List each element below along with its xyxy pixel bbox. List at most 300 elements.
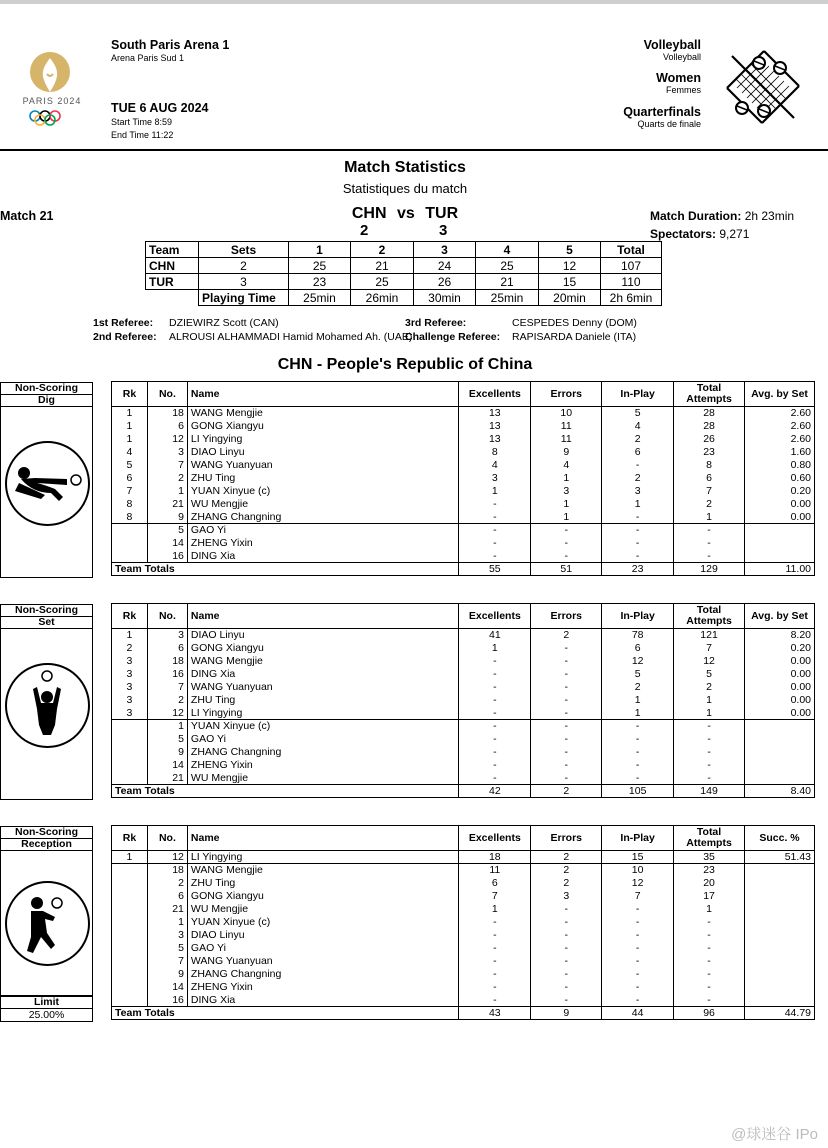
cell-number: 9 <box>147 746 187 759</box>
cell-avg: 0.00 <box>745 681 815 694</box>
player-row <box>112 550 815 563</box>
spectators-value: 9,271 <box>719 227 750 241</box>
end-time: End Time 11:22 <box>111 130 174 140</box>
total-excellents: 42 <box>459 785 531 798</box>
set-1-cell: 25 <box>289 258 351 274</box>
cell-number: 5 <box>147 524 187 537</box>
cell-name: ZHU Ting <box>187 694 458 707</box>
cell-number: 3 <box>147 929 187 942</box>
cell-excellents: 3 <box>459 472 531 485</box>
cell-name: DING Xia <box>187 994 458 1007</box>
cell-avg: 0.00 <box>745 511 815 524</box>
header-set-3: 3 <box>414 242 476 258</box>
cell-number: 2 <box>147 472 187 485</box>
cell-total-attempts: 2 <box>674 681 745 694</box>
cell-name: YUAN Xinyue (c) <box>187 720 458 733</box>
cell-in-play: - <box>602 981 674 994</box>
player-row <box>112 942 815 955</box>
cell-avg: 0.60 <box>745 472 815 485</box>
dig-title-line1: Non-Scoring <box>15 382 78 394</box>
cell-errors: - <box>531 681 602 694</box>
cell-errors: - <box>531 707 602 720</box>
cell-name: DIAO Linyu <box>187 629 458 642</box>
cell-total-attempts: 28 <box>674 420 745 433</box>
player-row <box>112 433 815 446</box>
cell-errors: - <box>531 524 602 537</box>
cell-name: ZHENG Yixin <box>187 981 458 994</box>
cell-excellents: 6 <box>459 877 531 890</box>
cell-rank: 8 <box>112 511 148 524</box>
cell-name: DING Xia <box>187 550 458 563</box>
reception-stats-table <box>111 825 815 1020</box>
player-row <box>112 890 815 903</box>
cell-name: WANG Mengjie <box>187 864 458 877</box>
header-name: Name <box>187 826 458 851</box>
cell-excellents: 11 <box>459 864 531 877</box>
cell-in-play: 2 <box>602 433 674 446</box>
reception-player-icon <box>5 881 90 966</box>
set-4-cell: 21 <box>476 274 539 290</box>
challenge-referee-label: Challenge Referee: <box>405 331 501 343</box>
second-referee-label: 2nd Referee: <box>93 331 157 343</box>
cell-in-play: 5 <box>602 668 674 681</box>
cell-number: 5 <box>147 942 187 955</box>
cell-in-play: 6 <box>602 446 674 459</box>
total-excellents: 55 <box>459 563 531 576</box>
cell-rank: 1 <box>112 407 148 420</box>
total-excellents: 43 <box>459 1007 531 1020</box>
header-rank: Rk <box>112 604 148 629</box>
set-score-table <box>145 241 662 306</box>
cell-errors: 11 <box>531 433 602 446</box>
cell-avg <box>745 994 815 1007</box>
cell-total-attempts: - <box>674 942 745 955</box>
cell-number: 18 <box>147 655 187 668</box>
cell-in-play: 1 <box>602 498 674 511</box>
time-set-2: 26min <box>351 290 414 306</box>
cell-in-play: - <box>602 550 674 563</box>
cell-in-play: 15 <box>602 851 674 864</box>
cell-avg <box>745 550 815 563</box>
cell-errors: - <box>531 772 602 785</box>
cell-avg: 2.60 <box>745 433 815 446</box>
sport-name-fr: Volleyball <box>662 52 701 62</box>
header-in-play: In-Play <box>602 604 674 629</box>
cell-errors: 2 <box>531 851 602 864</box>
cell-in-play: 6 <box>602 642 674 655</box>
cell-total-attempts: 35 <box>674 851 745 864</box>
cell-rank: 1 <box>112 851 148 864</box>
header-set-5: 5 <box>539 242 601 258</box>
first-referee-name: DZIEWIRZ Scott (CAN) <box>169 317 279 329</box>
match-duration <box>650 209 794 223</box>
cell-name: WANG Yuanyuan <box>187 459 458 472</box>
cell-in-play: 2 <box>602 472 674 485</box>
total-errors: 9 <box>531 1007 602 1020</box>
header-name: Name <box>187 382 458 407</box>
player-row <box>112 929 815 942</box>
cell-excellents: - <box>459 668 531 681</box>
cell-errors: - <box>531 668 602 681</box>
header-number: No. <box>147 382 187 407</box>
cell-total-attempts: 17 <box>674 890 745 903</box>
cell-total-attempts: - <box>674 759 745 772</box>
cell-rank <box>112 524 148 537</box>
set-3-cell: 26 <box>414 274 476 290</box>
cell-excellents: - <box>459 733 531 746</box>
start-time: Start Time 8:59 <box>111 117 173 127</box>
header-set-1: 1 <box>289 242 351 258</box>
cell-rank <box>112 759 148 772</box>
cell-errors: - <box>531 720 602 733</box>
cell-number: 7 <box>147 681 187 694</box>
header-excellents: Excellents <box>459 604 531 629</box>
set-3-cell: 24 <box>414 258 476 274</box>
player-row <box>112 681 815 694</box>
cell-errors: - <box>531 929 602 942</box>
cell-total-attempts: 2 <box>674 498 745 511</box>
cell-errors: 1 <box>531 511 602 524</box>
venue-name: South Paris Arena 1 <box>111 38 230 52</box>
cell-in-play: 1 <box>602 694 674 707</box>
header-total-attempts: Total Attempts <box>674 826 745 851</box>
cell-rank <box>112 877 148 890</box>
cell-rank <box>112 981 148 994</box>
cell-excellents: 13 <box>459 420 531 433</box>
cell-name: GAO Yi <box>187 733 458 746</box>
cell-excellents: - <box>459 759 531 772</box>
cell-avg: 2.60 <box>745 407 815 420</box>
cell-errors: 11 <box>531 420 602 433</box>
player-row <box>112 877 815 890</box>
cell-excellents: - <box>459 694 531 707</box>
set-5-cell: 15 <box>539 274 601 290</box>
cell-number: 9 <box>147 968 187 981</box>
cell-name: YUAN Xinyue (c) <box>187 485 458 498</box>
cell-in-play: 3 <box>602 485 674 498</box>
cell-number: 21 <box>147 903 187 916</box>
top-border <box>0 0 828 4</box>
limit-value: 25.00% <box>0 1008 93 1022</box>
cell-errors: 1 <box>531 498 602 511</box>
cell-total-attempts: 1 <box>674 707 745 720</box>
page-title: Match Statistics <box>344 159 466 176</box>
cell-rank: 8 <box>112 498 148 511</box>
cell-excellents: 1 <box>459 485 531 498</box>
player-row <box>112 994 815 1007</box>
cell-excellents: - <box>459 929 531 942</box>
cell-total-attempts: - <box>674 916 745 929</box>
cell-rank <box>112 864 148 877</box>
cell-total-attempts: 23 <box>674 446 745 459</box>
cell-avg <box>745 942 815 955</box>
cell-number: 12 <box>147 433 187 446</box>
cell-name: WANG Mengjie <box>187 655 458 668</box>
cell-name: GONG Xiangyu <box>187 420 458 433</box>
cell-avg: 0.00 <box>745 694 815 707</box>
cell-total-attempts: - <box>674 524 745 537</box>
header-total-attempts: Total Attempts <box>674 382 745 407</box>
cell-excellents: 7 <box>459 890 531 903</box>
cell-in-play: 1 <box>602 707 674 720</box>
cell-total-attempts: 121 <box>674 629 745 642</box>
header-name: Name <box>187 604 458 629</box>
cell-rank: 4 <box>112 446 148 459</box>
cell-errors: 4 <box>531 459 602 472</box>
cell-name: YUAN Xinyue (c) <box>187 916 458 929</box>
cell-errors: 2 <box>531 877 602 890</box>
cell-excellents: - <box>459 524 531 537</box>
cell-avg <box>745 929 815 942</box>
team-totals-label: Team Totals <box>112 1007 459 1020</box>
cell-rank <box>112 942 148 955</box>
header-avg: Succ. % <box>745 826 815 851</box>
header-rank: Rk <box>112 382 148 407</box>
playing-time-label: Playing Time <box>199 290 289 306</box>
cell-number: 1 <box>147 720 187 733</box>
total-cell: 110 <box>601 274 662 290</box>
player-row <box>112 746 815 759</box>
spectators-label: Spectators: <box>650 227 717 241</box>
header-in-play: In-Play <box>602 826 674 851</box>
header-total-attempts: Total Attempts <box>674 604 745 629</box>
player-row <box>112 707 815 720</box>
cell-excellents: - <box>459 720 531 733</box>
header-excellents: Excellents <box>459 382 531 407</box>
cell-name: DING Xia <box>187 668 458 681</box>
stats-header-row <box>112 382 815 407</box>
cell-total-attempts: - <box>674 720 745 733</box>
team-totals-row <box>112 785 815 798</box>
cell-rank <box>112 994 148 1007</box>
paris-2024-logo-text: PARIS 2024 <box>22 96 82 106</box>
match-date: TUE 6 AUG 2024 <box>111 101 209 115</box>
cell-in-play: - <box>602 955 674 968</box>
cell-in-play: - <box>602 537 674 550</box>
playing-time-row <box>146 290 662 306</box>
dig-title-line2: Dig <box>38 393 55 406</box>
player-row <box>112 446 815 459</box>
cell-avg: 8.20 <box>745 629 815 642</box>
cell-in-play: - <box>602 968 674 981</box>
cell-excellents: 13 <box>459 433 531 446</box>
player-row <box>112 733 815 746</box>
total-total-attempts: 96 <box>674 1007 745 1020</box>
cell-excellents: - <box>459 681 531 694</box>
paris-2024-logo <box>14 50 86 128</box>
player-row <box>112 472 815 485</box>
set-5-cell: 12 <box>539 258 601 274</box>
cell-in-play: - <box>602 772 674 785</box>
reception-category-title <box>0 826 93 851</box>
second-referee-name: ALROUSI ALHAMMADI Hamid Mohamed Ah. (UAE) <box>169 331 413 343</box>
player-row <box>112 459 815 472</box>
gender-label-block <box>656 71 701 95</box>
cell-name: LI Yingying <box>187 707 458 720</box>
player-row <box>112 864 815 877</box>
total-avg: 8.40 <box>745 785 815 798</box>
set-2-cell: 21 <box>351 258 414 274</box>
header-errors: Errors <box>531 604 602 629</box>
cell-rank <box>112 955 148 968</box>
reception-title-line2: Reception <box>21 837 72 850</box>
header-rule <box>0 149 828 151</box>
cell-rank <box>112 772 148 785</box>
set-icon-box <box>0 629 93 800</box>
team-totals-label: Team Totals <box>112 785 459 798</box>
cell-rank <box>112 537 148 550</box>
cell-number: 14 <box>147 537 187 550</box>
volleyball-net-icon <box>724 48 802 126</box>
cell-number: 1 <box>147 916 187 929</box>
cell-in-play: - <box>602 942 674 955</box>
set-title-line1: Non-Scoring <box>15 604 78 616</box>
cell-in-play: - <box>602 524 674 537</box>
match-number: Match 21 <box>0 209 54 223</box>
cell-excellents: - <box>459 746 531 759</box>
cell-excellents: - <box>459 994 531 1007</box>
cell-errors: - <box>531 759 602 772</box>
total-in-play: 105 <box>602 785 674 798</box>
player-row <box>112 694 815 707</box>
score-table-header <box>146 242 662 258</box>
cell-number: 3 <box>147 629 187 642</box>
cell-number: 7 <box>147 955 187 968</box>
time-set-3: 30min <box>414 290 476 306</box>
player-row <box>112 407 815 420</box>
cell-in-play: 2 <box>602 681 674 694</box>
cell-number: 16 <box>147 994 187 1007</box>
cell-rank <box>112 903 148 916</box>
cell-in-play: - <box>602 994 674 1007</box>
team-totals-row <box>112 1007 815 1020</box>
cell-errors: 3 <box>531 890 602 903</box>
cell-number: 9 <box>147 511 187 524</box>
cell-errors: - <box>531 694 602 707</box>
cell-avg: 0.00 <box>745 707 815 720</box>
player-row <box>112 524 815 537</box>
time-set-1: 25min <box>289 290 351 306</box>
cell-avg: 0.80 <box>745 459 815 472</box>
cell-total-attempts: 1 <box>674 694 745 707</box>
cell-total-attempts: - <box>674 537 745 550</box>
cell-in-play: 10 <box>602 864 674 877</box>
player-row <box>112 485 815 498</box>
cell-rank <box>112 968 148 981</box>
cell-excellents: - <box>459 916 531 929</box>
cell-rank <box>112 550 148 563</box>
sport-name: Volleyball <box>643 38 701 52</box>
set-table-body <box>112 604 815 798</box>
challenge-referee-name: RAPISARDA Daniele (ITA) <box>512 331 637 343</box>
cell-total-attempts: 8 <box>674 459 745 472</box>
cell-number: 16 <box>147 668 187 681</box>
header-number: No. <box>147 826 187 851</box>
spectators <box>650 227 749 241</box>
cell-avg: 2.60 <box>745 420 815 433</box>
cell-in-play: 4 <box>602 420 674 433</box>
cell-in-play: 12 <box>602 877 674 890</box>
cell-number: 14 <box>147 759 187 772</box>
cell-total-attempts: - <box>674 994 745 1007</box>
header-excellents: Excellents <box>459 826 531 851</box>
cell-errors: - <box>531 733 602 746</box>
cell-in-play: - <box>602 733 674 746</box>
cell-total-attempts: - <box>674 955 745 968</box>
cell-name: ZHANG Changning <box>187 746 458 759</box>
cell-excellents: - <box>459 707 531 720</box>
player-row <box>112 655 815 668</box>
cell-total-attempts: 23 <box>674 864 745 877</box>
set-4-cell: 25 <box>476 258 539 274</box>
cell-total-attempts: 7 <box>674 485 745 498</box>
cell-name: ZHENG Yixin <box>187 537 458 550</box>
cell-avg <box>745 759 815 772</box>
cell-name: ZHENG Yixin <box>187 759 458 772</box>
cell-avg: 0.20 <box>745 642 815 655</box>
cell-name: GONG Xiangyu <box>187 890 458 903</box>
cell-in-play: 7 <box>602 890 674 903</box>
dig-icon-box <box>0 407 93 578</box>
player-row <box>112 668 815 681</box>
watermark: @球迷谷 IPo <box>731 1126 818 1143</box>
cell-rank: 2 <box>112 642 148 655</box>
cell-in-play: 12 <box>602 655 674 668</box>
cell-name: ZHANG Changning <box>187 511 458 524</box>
cell-avg <box>745 733 815 746</box>
cell-total-attempts: - <box>674 968 745 981</box>
cell-in-play: - <box>602 903 674 916</box>
cell-avg <box>745 877 815 890</box>
reception-title-line1: Non-Scoring <box>15 826 78 838</box>
total-avg: 11.00 <box>745 563 815 576</box>
player-row <box>112 772 815 785</box>
cell-name: WANG Mengjie <box>187 407 458 420</box>
teams-matchup <box>330 205 480 223</box>
cell-rank <box>112 733 148 746</box>
cell-rank: 1 <box>112 629 148 642</box>
total-cell: 107 <box>601 258 662 274</box>
cell-number: 3 <box>147 446 187 459</box>
dig-stats-table <box>111 381 815 576</box>
cell-name: WU Mengjie <box>187 498 458 511</box>
cell-name: WANG Yuanyuan <box>187 955 458 968</box>
set-title-line2: Set <box>38 615 55 628</box>
cell-in-play: - <box>602 720 674 733</box>
cell-rank: 7 <box>112 485 148 498</box>
cell-errors: 10 <box>531 407 602 420</box>
cell-total-attempts: - <box>674 772 745 785</box>
sets-cell: 2 <box>199 258 289 274</box>
sport-label-block <box>644 38 701 62</box>
total-errors: 2 <box>531 785 602 798</box>
cell-excellents: 8 <box>459 446 531 459</box>
header-set-4: 4 <box>476 242 539 258</box>
header-avg: Avg. by Set <box>745 382 815 407</box>
total-errors: 51 <box>531 563 602 576</box>
reception-table-body <box>112 826 815 1020</box>
team-cell: CHN <box>146 258 199 274</box>
total-in-play: 44 <box>602 1007 674 1020</box>
cell-avg <box>745 981 815 994</box>
team-b-code: TUR <box>425 205 459 222</box>
cell-total-attempts: - <box>674 746 745 759</box>
cell-number: 2 <box>147 877 187 890</box>
cell-rank <box>112 720 148 733</box>
time-set-4: 25min <box>476 290 539 306</box>
total-in-play: 23 <box>602 563 674 576</box>
player-row <box>112 511 815 524</box>
